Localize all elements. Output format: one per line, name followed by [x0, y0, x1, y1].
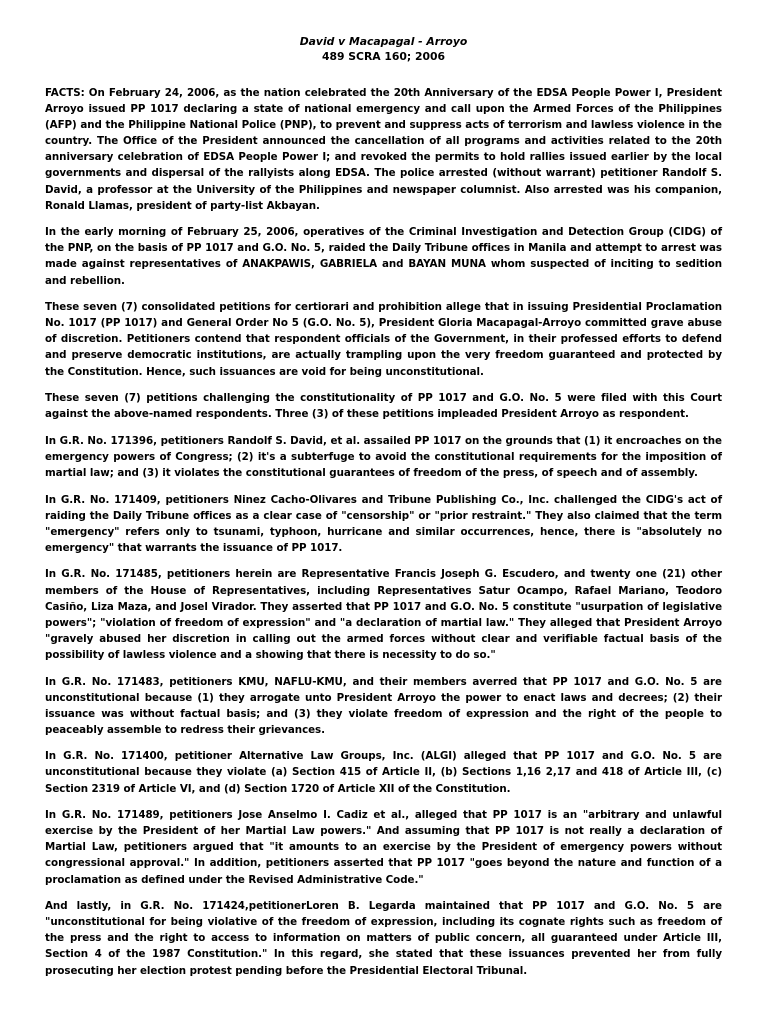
paragraph-gr-171396: In G.R. No. 171396, petitioners Randolf S. David, et al. assailed PP 1017 on the grounds that (1) it encroaches on the emergency powers of Congress; (2) it's a subterfuge to avoid the constitutional requirements for the imposition of martial law; and (3) it violates the constitutional guarantees of freedom of the press, of speech and of assembly.	[45, 434, 722, 479]
case-title: David v Macapagal - Arroyo	[299, 35, 468, 48]
case-citation: 489 SCRA 160; 2006	[321, 50, 446, 63]
paragraph-gr-171424: And lastly, in G.R. No. 171424,petitionerLoren B. Legarda maintained that PP 1017 and G.O. No. 5 are "unconstitutional for being violative of the freedom of expression, including its cognate rights such as freedom of the press and the right to access to information on matters of public concern, all guaranteed under Article III, Section 4 of the 1987 Constitution." In this regard, she stated that these issuances prevented her from fully prosecuting her election protest pending before the Presidential Electoral Tribunal.	[45, 900, 722, 977]
paragraph-gr-171409: In G.R. No. 171409, petitioners Ninez Cacho-Olivares and Tribune Publishing Co., Inc. challenged the CIDG's act of raiding the Daily Tribune offices as a clear case of "censorship" or "prior restraint." They also claimed that the term "emergency" refers only to tsunami, typhoon, hurricane and similar occurrences, hence, there is "absolutely no emergency" that warrants the issuance of PP 1017.	[45, 493, 722, 554]
paragraph-cidg-raid: In the early morning of February 25, 2006, operatives of the Criminal Investigation and Detection Group (CIDG) of the PNP, on the basis of PP 1017 and G.O. No. 5, raided the Daily Tribune offices in Manila and attempt to arrest was made against representatives of ANAKPAWIS, GABRIELA and BAYAN MUNA whom suspected of inciting to sedition and rebellion.	[45, 226, 722, 287]
document-page	[45, 34, 722, 989]
paragraph-gr-171485: In G.R. No. 171485, petitioners herein are Representative Francis Joseph G. Escudero, and twenty one (21) other members of the House of Representatives, including Representatives Satur Ocampo, Rafael Mariano, Teodoro Casiño, Liza Maza, and Josel Virador. They asserted that PP 1017 and G.O. No. 5 constitute "usurpation of legislative powers"; "violation of freedom of expression" and "a declaration of martial law." They alleged that President Arroyo "gravely abused her discretion in calling out the armed forces without clear and verifiable factual basis of the possibility of lawless violence and a showing that there is necessity to do so."	[45, 568, 722, 661]
paragraph-gr-171483: In G.R. No. 171483, petitioners KMU, NAFLU-KMU, and their members averred that PP 1017 and G.O. No. 5 are unconstitutional because (1) they arrogate unto President Arroyo the power to enact laws and decrees; (2) their issuance was without factual basis; and (3) they violate freedom of expression and the right of the people to peaceably assemble to redress their grievances.	[45, 675, 722, 736]
paragraph-gr-171400: In G.R. No. 171400, petitioner Alternative Law Groups, Inc. (ALGI) alleged that PP 1017 and G.O. No. 5 are unconstitutional because they violate (a) Section 415 of Article II, (b) Sections 1,16 2,17 and 418 of Article III, (c) Section 2319 of Article VI, and (d) Section 1720 of Article XII of the Constitution.	[45, 750, 722, 795]
paragraph-seven-petitions: These seven (7) petitions challenging the constitutionality of PP 1017 and G.O. No. 5 were filed with this Court against the above-named respondents. Three (3) of these petitions impleaded President Arroyo as respondent.	[45, 392, 722, 421]
paragraph-facts: FACTS: On February 24, 2006, as the nation celebrated the 20th Anniversary of the EDSA People Power I, President Arroyo issued PP 1017 declaring a state of national emergency and call upon the Armed Forces of the Philippines (AFP) and the Philippine National Police (PNP), to prevent and suppress acts of terrorism and lawless violence in the country. The Office of the President announced the cancellation of all programs and activities related to the 20th anniversary celebration of EDSA People Power I; and revoked the permits to hold rallies issued earlier by the local governments and dispersal of the rallyists along EDSA. The police arrested (without warrant) petitioner Randolf S. David, a professor at the University of the Philippines and newspaper columnist. Also arrested was his companion, Ronald Llamas, president of party-list Akbayan.	[45, 87, 722, 212]
paragraph-gr-171489: In G.R. No. 171489, petitioners Jose Anselmo I. Cadiz et al., alleged that PP 1017 is an "arbitrary and unlawful exercise by the President of her Martial Law powers." And assuming that PP 1017 is not really a declaration of Martial Law, petitioners argued that "it amounts to an exercise by the President of emergency powers without congressional approval." In addition, petitioners asserted that PP 1017 "goes beyond the nature and function of a proclamation as defined under the Revised Administrative Code."	[45, 809, 722, 886]
paragraph-consolidated-petitions: These seven (7) consolidated petitions for certiorari and prohibition allege that in issuing Presidential Proclamation No. 1017 (PP 1017) and General Order No 5 (G.O. No. 5), President Gloria Macapagal-Arroyo committed grave abuse of discretion. Petitioners contend that respondent officials of the Government, in their professed efforts to defend and preserve democratic institutions, are actually trampling upon the very freedom guaranteed and protected by the Constitution. Hence, such issuances are void for being unconstitutional.	[45, 301, 722, 378]
